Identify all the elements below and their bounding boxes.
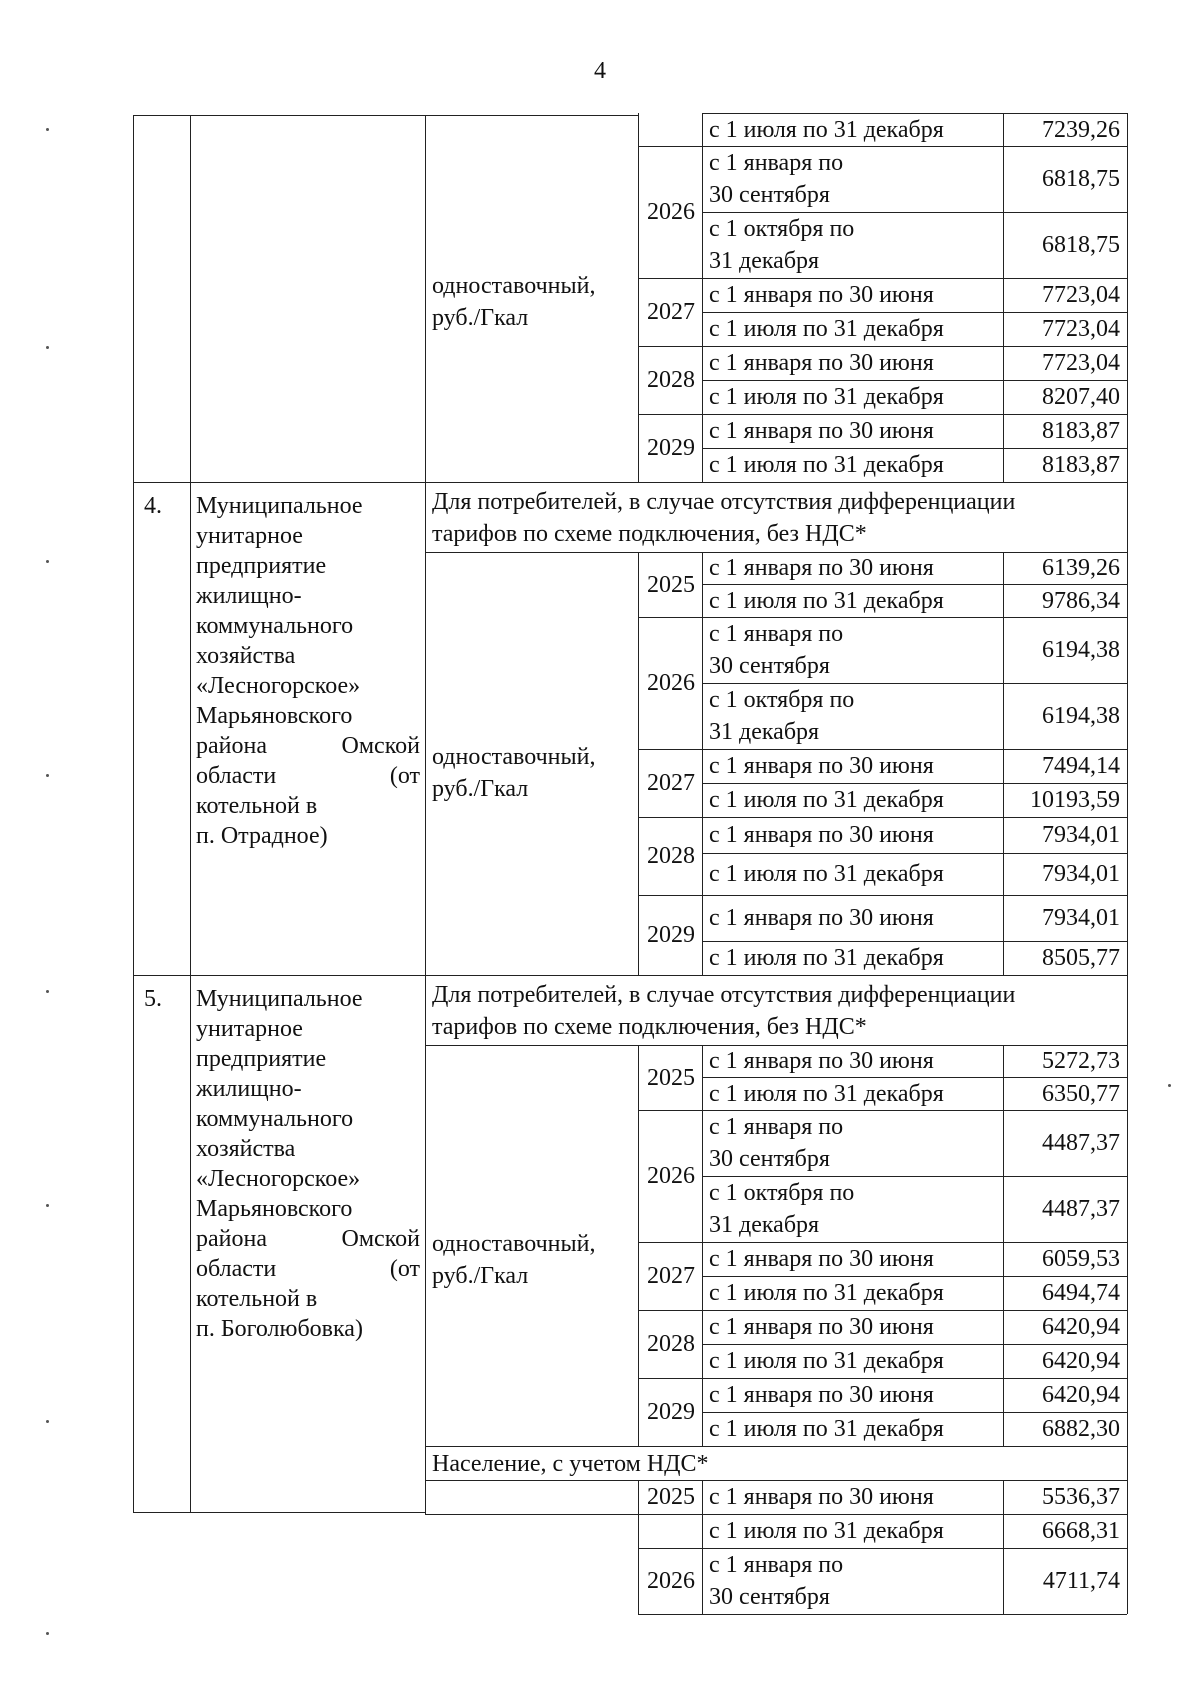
scan-speck (46, 560, 49, 563)
scan-speck (46, 1420, 49, 1423)
tariff-type-line: одноставочный, (432, 273, 596, 299)
period-cell: с 1 июля по 31 декабря (709, 945, 944, 971)
organization-name-line: коммунального (196, 1106, 354, 1132)
period-cell: с 1 января по 30 июня (709, 822, 934, 848)
organization-name-line: (от (389, 1256, 420, 1282)
period-cell: с 1 июля по 31 декабря (709, 116, 944, 143)
scan-speck (46, 990, 49, 993)
organization-name-line: района (196, 733, 267, 759)
period-cell: с 1 июля по 31 декабря (709, 316, 944, 342)
organization-name-line: предприятие (196, 553, 327, 579)
value-cell: 7934,01 (1042, 822, 1120, 848)
consumer-group-line: Для потребителей, в случае отсутствия дифференциации (432, 489, 1016, 515)
organization-name-line: Муниципальное (196, 986, 363, 1012)
value-cell: 8183,87 (1042, 452, 1120, 478)
period-cell: с 1 июля по 31 декабря (709, 587, 944, 614)
organization-name-line: Омской (341, 733, 420, 759)
organization-name-line: унитарное (196, 1016, 303, 1042)
year-cell: 2029 (647, 435, 695, 461)
value-cell: 10193,59 (1030, 787, 1120, 813)
value-cell: 7723,04 (1042, 282, 1120, 308)
tariff-type-line: руб./Гкал (432, 1263, 529, 1289)
value-cell: 7723,04 (1042, 350, 1120, 376)
scan-speck (46, 1204, 49, 1207)
tariff-type-line: одноставочный, (432, 1231, 596, 1257)
organization-name-line: котельной в (196, 1286, 318, 1312)
value-cell: 6059,53 (1042, 1246, 1120, 1272)
scan-speck (46, 774, 49, 777)
period-cell: с 1 октября по (709, 687, 855, 713)
value-cell: 9786,34 (1042, 587, 1120, 614)
year-cell: 2026 (647, 199, 695, 225)
period-cell: с 1 января по 30 июня (709, 1314, 934, 1340)
organization-name-line: «Лесногорское» (196, 1166, 361, 1192)
value-cell: 4711,74 (1042, 1568, 1120, 1594)
period-cell: 30 сентября (709, 653, 830, 679)
period-cell: с 1 июля по 31 декабря (709, 384, 944, 410)
period-cell: с 1 января по (709, 621, 844, 647)
period-cell: с 1 января по 30 июня (709, 1382, 934, 1408)
organization-name-line: «Лесногорское» (196, 673, 361, 699)
value-cell: 5536,37 (1042, 1484, 1120, 1510)
scan-speck (46, 346, 49, 349)
organization-name-line: коммунального (196, 613, 354, 639)
organization-name-line: котельной в (196, 793, 318, 819)
scan-speck (1168, 1084, 1171, 1087)
tariff-type-line: руб./Гкал (432, 305, 529, 331)
year-cell: 2029 (647, 1399, 695, 1425)
organization-name-line: п. Отрадное) (196, 823, 328, 849)
tariff-type-line: руб./Гкал (432, 776, 529, 802)
value-cell: 7934,01 (1042, 905, 1120, 931)
period-cell: с 1 января по 30 июня (709, 418, 934, 444)
period-cell: с 1 января по 30 июня (709, 1246, 934, 1272)
organization-name-line: хозяйства (196, 643, 296, 669)
value-cell: 6420,94 (1042, 1348, 1120, 1374)
value-cell: 6139,26 (1042, 555, 1120, 581)
organization-name-line: Марьяновского (196, 1196, 353, 1222)
value-cell: 6350,77 (1042, 1080, 1120, 1107)
period-cell: с 1 января по (709, 150, 844, 176)
year-cell: 2025 (647, 1064, 695, 1091)
value-cell: 5272,73 (1042, 1048, 1120, 1074)
value-cell: 4487,37 (1042, 1130, 1120, 1156)
row-number: 4. (144, 493, 162, 519)
period-cell: с 1 января по 30 июня (709, 282, 934, 308)
period-cell: с 1 июля по 31 декабря (709, 1518, 944, 1544)
organization-name-line: области (196, 763, 277, 789)
value-cell: 8207,40 (1042, 384, 1120, 410)
value-cell: 6818,75 (1042, 166, 1120, 192)
year-cell: 2027 (647, 299, 695, 325)
period-cell: с 1 января по 30 июня (709, 555, 934, 581)
value-cell: 6668,31 (1042, 1518, 1120, 1544)
value-cell: 7239,26 (1042, 116, 1120, 143)
value-cell: 7494,14 (1042, 753, 1120, 779)
value-cell: 8505,77 (1042, 945, 1120, 971)
period-cell: с 1 июля по 31 декабря (709, 452, 944, 478)
period-cell: с 1 июля по 31 декабря (709, 861, 944, 887)
year-cell: 2026 (647, 1568, 695, 1594)
value-cell: 6420,94 (1042, 1382, 1120, 1408)
value-cell: 6494,74 (1042, 1280, 1120, 1306)
period-cell: с 1 января по 30 июня (709, 905, 934, 931)
period-cell: с 1 июля по 31 декабря (709, 1416, 944, 1442)
period-cell: с 1 июля по 31 декабря (709, 1280, 944, 1306)
period-cell: с 1 января по 30 июня (709, 350, 934, 376)
period-cell: с 1 января по (709, 1114, 844, 1140)
period-cell: 31 декабря (709, 719, 820, 745)
period-cell: 30 сентября (709, 1146, 830, 1172)
value-cell: 6818,75 (1042, 232, 1120, 258)
organization-name-line: Марьяновского (196, 703, 353, 729)
value-cell: 6420,94 (1042, 1314, 1120, 1340)
period-cell: с 1 июля по 31 декабря (709, 1080, 944, 1107)
period-cell: 31 декабря (709, 1212, 820, 1238)
year-cell: 2029 (647, 922, 695, 948)
year-cell: 2027 (647, 770, 695, 796)
period-cell: с 1 июля по 31 декабря (709, 787, 944, 813)
period-cell: с 1 января по (709, 1552, 844, 1578)
year-cell: 2028 (647, 1331, 695, 1357)
value-cell: 7723,04 (1042, 316, 1120, 342)
value-cell: 8183,87 (1042, 418, 1120, 444)
consumer-group-line: Для потребителей, в случае отсутствия дифференциации (432, 982, 1016, 1008)
scan-speck (46, 1632, 49, 1635)
year-cell: 2026 (647, 670, 695, 696)
organization-name-line: жилищно- (196, 583, 302, 609)
period-cell: с 1 октября по (709, 216, 855, 242)
period-cell: с 1 января по 30 июня (709, 1048, 934, 1074)
value-cell: 4487,37 (1042, 1196, 1120, 1222)
value-cell: 6194,38 (1042, 637, 1120, 663)
organization-name-line: (от (389, 763, 420, 789)
period-cell: с 1 октября по (709, 1180, 855, 1206)
consumer-group-line: тарифов по схеме подключения, без НДС* (432, 1014, 867, 1040)
population-group: Население, с учетом НДС* (432, 1451, 709, 1477)
row-number: 5. (144, 986, 162, 1012)
year-cell: 2027 (647, 1263, 695, 1289)
value-cell: 7934,01 (1042, 861, 1120, 887)
page-number: 4 (594, 58, 606, 84)
year-cell: 2028 (647, 843, 695, 869)
organization-name-line: района (196, 1226, 267, 1252)
organization-name-line: п. Боголюбовка) (196, 1316, 363, 1342)
period-cell: 30 сентября (709, 182, 830, 208)
organization-name-line: жилищно- (196, 1076, 302, 1102)
year-cell: 2026 (647, 1163, 695, 1189)
consumer-group-line: тарифов по схеме подключения, без НДС* (432, 521, 867, 547)
period-cell: с 1 июля по 31 декабря (709, 1348, 944, 1374)
organization-name-line: унитарное (196, 523, 303, 549)
organization-name-line: Муниципальное (196, 493, 363, 519)
period-cell: с 1 января по 30 июня (709, 753, 934, 779)
organization-name-line: хозяйства (196, 1136, 296, 1162)
period-cell: с 1 января по 30 июня (709, 1484, 934, 1510)
organization-name-line: Омской (341, 1226, 420, 1252)
scan-speck (46, 128, 49, 131)
organization-name-line: предприятие (196, 1046, 327, 1072)
period-cell: 30 сентября (709, 1584, 830, 1610)
value-cell: 6882,30 (1042, 1416, 1120, 1442)
period-cell: 31 декабря (709, 248, 820, 274)
year-cell: 2028 (647, 367, 695, 393)
year-cell: 2025 (647, 1484, 695, 1510)
tariff-type-line: одноставочный, (432, 744, 596, 770)
year-cell: 2025 (647, 571, 695, 598)
organization-name-line: области (196, 1256, 277, 1282)
value-cell: 6194,38 (1042, 703, 1120, 729)
